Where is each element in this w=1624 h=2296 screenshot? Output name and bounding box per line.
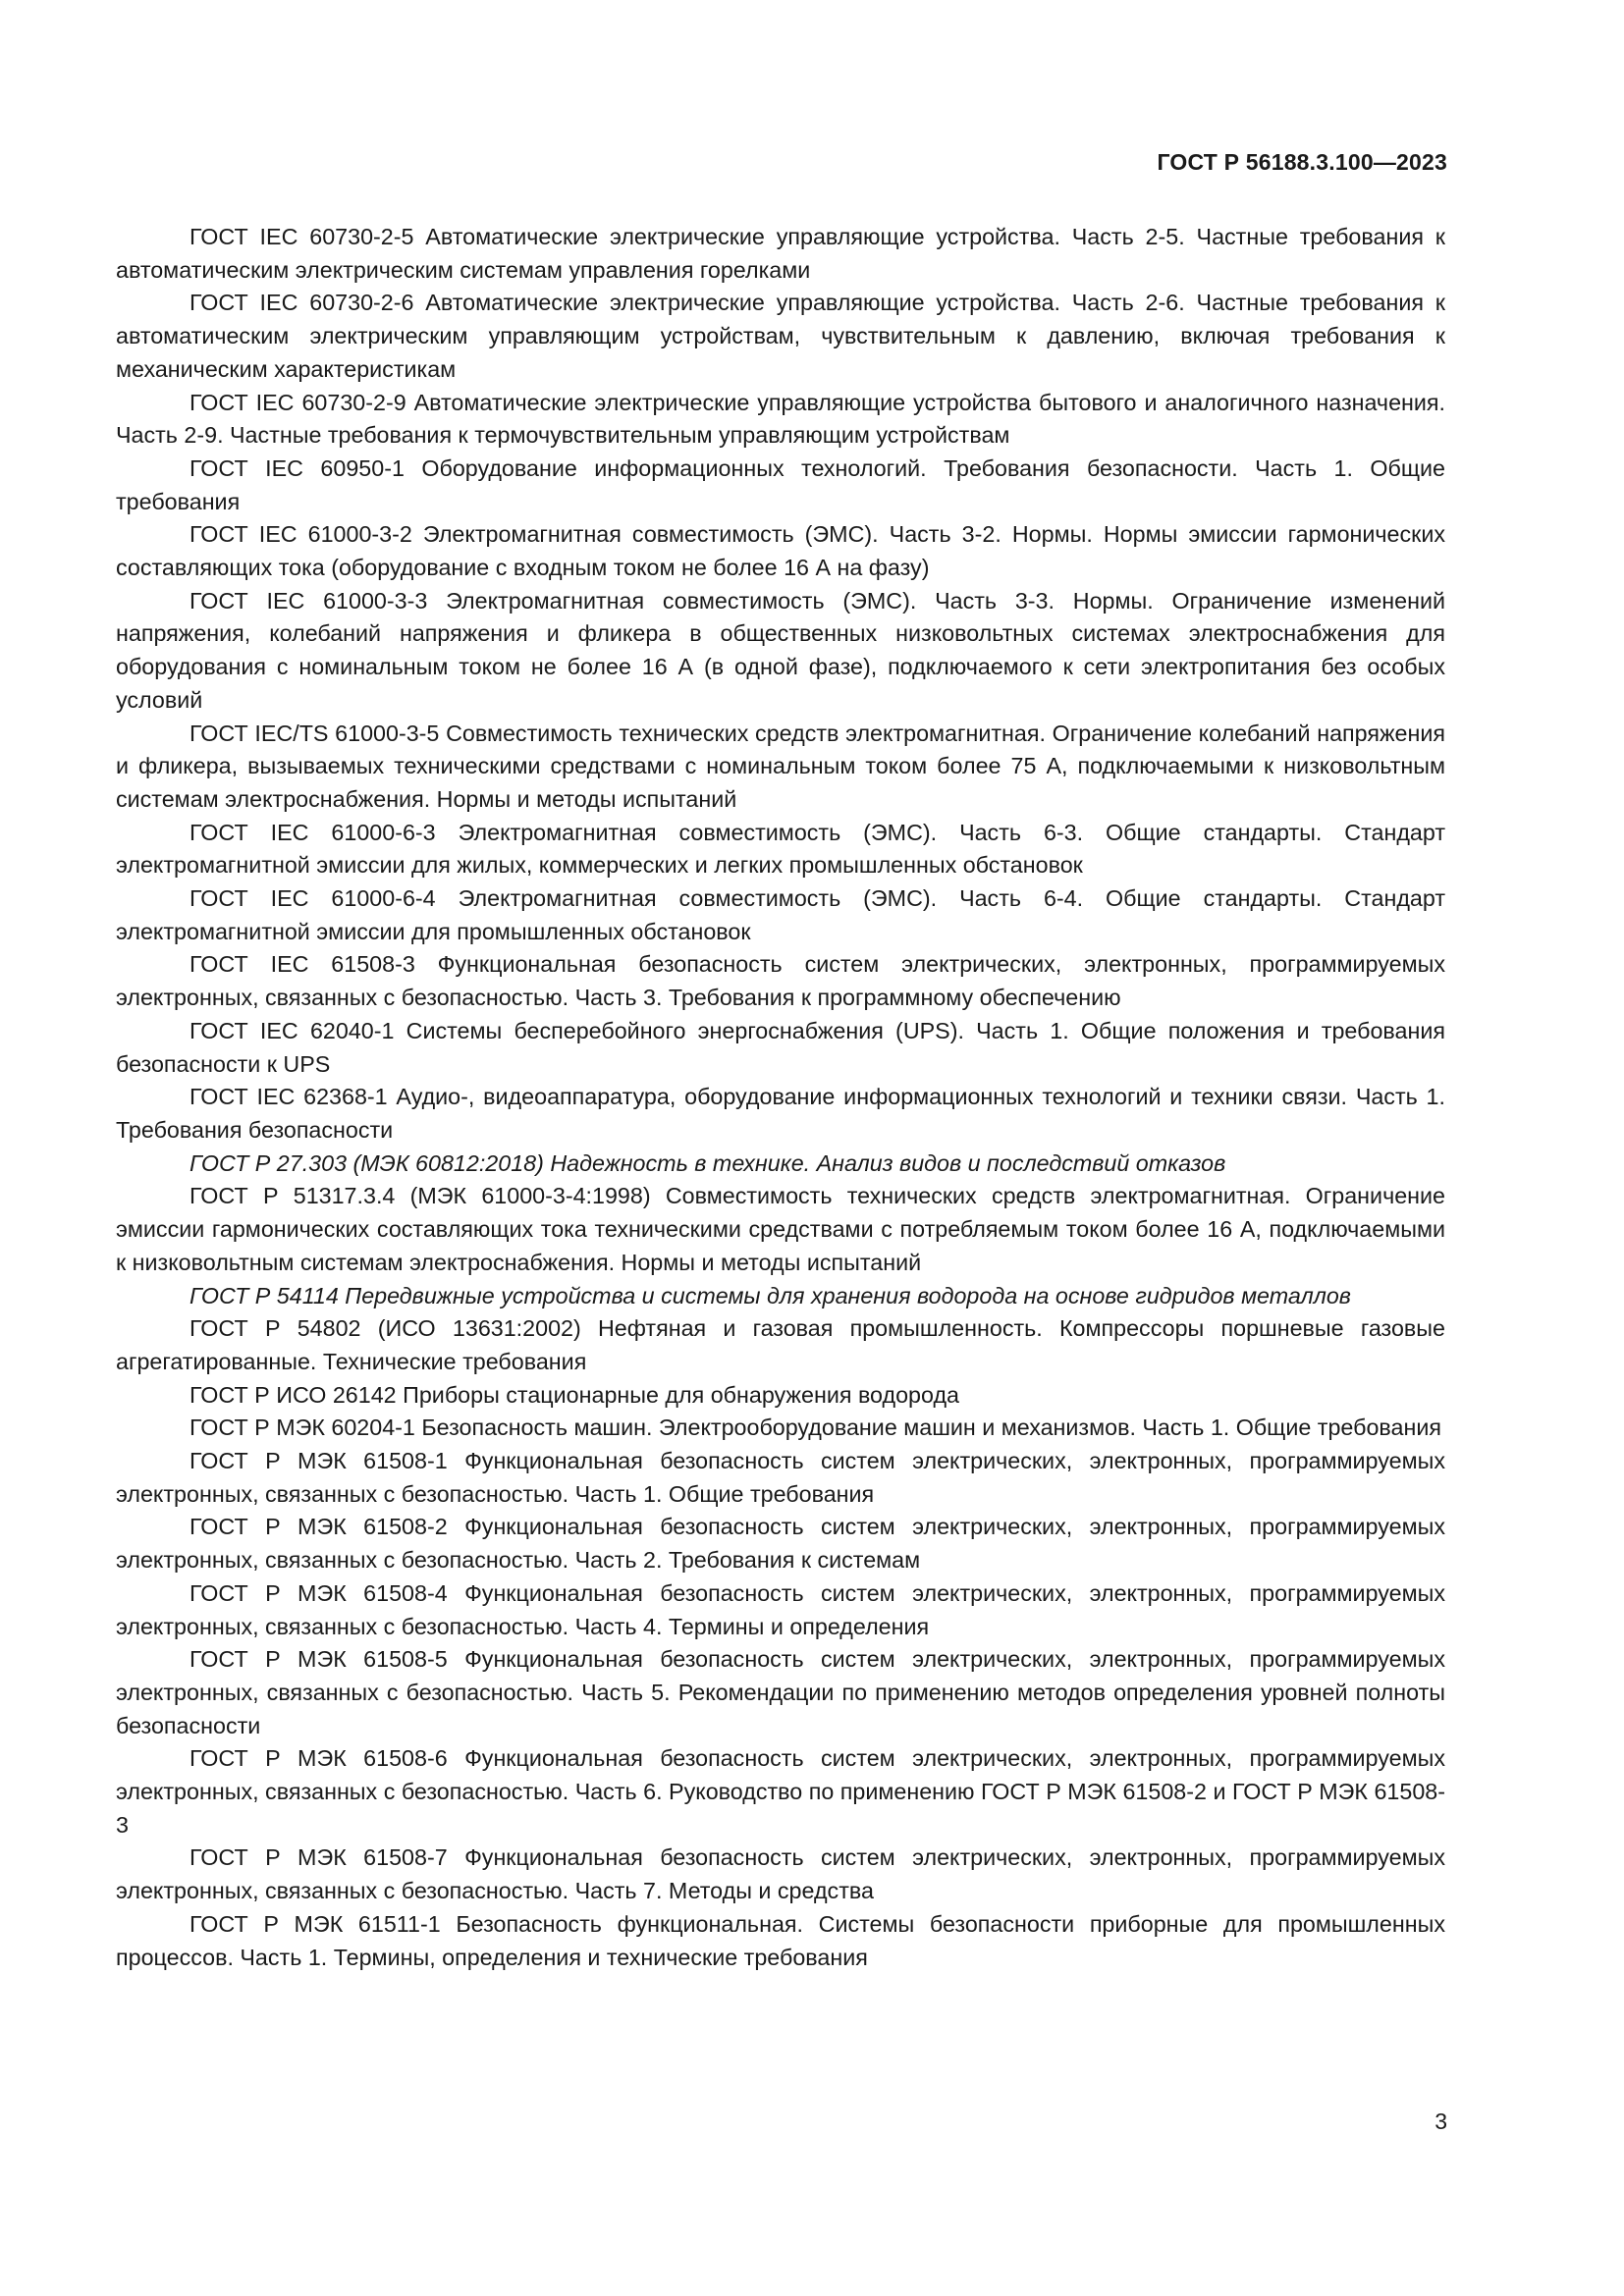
reference-item: ГОСТ Р МЭК 61508-6 Функциональная безопасность систем электрических, электронных, программируемых электронных, связанных с безопасностью. Часть 6. Руководство по применению ГОСТ Р МЭК 61508-2 и ГОСТ Р МЭК 61508-3 (116, 1745, 1445, 1838)
reference-item: ГОСТ Р МЭК 61508-5 Функциональная безопасность систем электрических, электронных, программируемых электронных, связанных с безопасностью. Часть 5. Рекомендации по применению методов определения уровней полноты безопасности (116, 1646, 1445, 1738)
reference-item: ГОСТ Р МЭК 61508-7 Функциональная безопасность систем электрических, электронных, программируемых электронных, связанных с безопасностью. Часть 7. Методы и средства (116, 1844, 1445, 1904)
reference-item: ГОСТ IEC 60730-2-5 Автоматические электрические управляющие устройства. Часть 2-5. Частные требования к автоматическим электрическим системам управления горелками (116, 224, 1445, 283)
reference-item: ГОСТ IEC 61508-3 Функциональная безопасность систем электрических, электронных, программируемых электронных, связанных с безопасностью. Часть 3. Требования к программному обеспечению (116, 951, 1445, 1011)
reference-item: ГОСТ Р 27.303 (МЭК 60812:2018) Надежность в технике. Анализ видов и последствий отказов (189, 1149, 1226, 1176)
reference-item: ГОСТ Р МЭК 60204-1 Безопасность машин. Электрооборудование машин и механизмов. Часть 1. Общие требования (189, 1415, 1441, 1441)
reference-item: ГОСТ IEC 61000-6-3 Электромагнитная совместимость (ЭМС). Часть 6-3. Общие стандарты. Стандарт электромагнитной эмиссии для жилых, коммерческих и легких промышленных обстановок (116, 819, 1445, 879)
reference-item: ГОСТ IEC 62040-1 Системы бесперебойного энергоснабжения (UPS). Часть 1. Общие положения и требования безопасности к UPS (116, 1017, 1445, 1077)
reference-item: ГОСТ Р МЭК 61508-1 Функциональная безопасность систем электрических, электронных, программируемых электронных, связанных с безопасностью. Часть 1. Общие требования (116, 1448, 1445, 1507)
reference-item: ГОСТ IEC 61000-3-2 Электромагнитная совместимость (ЭМС). Часть 3-2. Нормы. Нормы эмиссии гармонических составляющих тока (оборудование с входным током не более 16 А на фазу) (116, 521, 1445, 581)
reference-item: ГОСТ Р 54802 (ИСО 13631:2002) Нефтяная и газовая промышленность. Компрессоры поршневые газовые агрегатированные. Технические требования (116, 1315, 1445, 1374)
reference-item: ГОСТ Р МЭК 61508-4 Функциональная безопасность систем электрических, электронных, программируемых электронных, связанных с безопасностью. Часть 4. Термины и определения (116, 1579, 1445, 1639)
reference-item: ГОСТ IEC 60730-2-6 Автоматические электрические управляющие устройства. Часть 2-6. Частные требования к автоматическим электрическим управляющим устройствам, чувствительным к давлению, включая требования к механическим характеристикам (116, 290, 1445, 382)
reference-item: ГОСТ IEC/TS 61000-3-5 Совместимость технических средств электромагнитная. Ограничение колебаний напряжения и фликера, вызываемых техническими средствами с номинальным током более 75 А, подключаемыми к низковольтным системам электроснабжения. Нормы и методы испытаний (116, 720, 1445, 812)
reference-item: ГОСТ IEC 62368-1 Аудио-, видеоаппаратура, оборудование информационных технологий и техники связи. Часть 1. Требования безопасности (116, 1084, 1445, 1143)
reference-item: ГОСТ Р МЭК 61511-1 Безопасность функциональная. Системы безопасности приборные для промышленных процессов. Часть 1. Термины, определения и технические требования (116, 1910, 1445, 1970)
normative-references-list (116, 221, 1445, 1974)
reference-item: ГОСТ Р ИСО 26142 Приборы стационарные для обнаружения водорода (189, 1381, 960, 1408)
reference-item: ГОСТ Р МЭК 61508-2 Функциональная безопасность систем электрических, электронных, программируемых электронных, связанных с безопасностью. Часть 2. Требования к системам (116, 1514, 1445, 1574)
reference-item: ГОСТ IEC 60950-1 Оборудование информационных технологий. Требования безопасности. Часть 1. Общие требования (116, 454, 1445, 514)
document-header-standard-number: ГОСТ Р 56188.3.100—2023 (1157, 149, 1447, 175)
page-number: 3 (1435, 2109, 1447, 2134)
reference-item: ГОСТ Р 51317.3.4 (МЭК 61000-3-4:1998) Совместимость технических средств электромагнитная. Ограничение эмиссии гармонических составляющих тока техническими средствами с потребляемым током более 16 А, подключаемыми к низковольтным системам электроснабжения. Нормы и методы испытаний (116, 1183, 1445, 1275)
reference-item: ГОСТ Р 54114 Передвижные устройства и системы для хранения водорода на основе гидридов металлов (189, 1282, 1351, 1308)
reference-item: ГОСТ IEC 61000-3-3 Электромагнитная совместимость (ЭМС). Часть 3-3. Нормы. Ограничение изменений напряжения, колебаний напряжения и фликера в общественных низковольтных системах электроснабжения для оборудования с номинальным током не более 16 А (в одной фазе), подключаемого к сети электропитания без особых условий (116, 587, 1445, 713)
reference-item: ГОСТ IEC 60730-2-9 Автоматические электрические управляющие устройства бытового и аналогичного назначения. Часть 2-9. Частные требования к термочувствительным управляющим устройствам (116, 389, 1445, 449)
reference-item: ГОСТ IEC 61000-6-4 Электромагнитная совместимость (ЭМС). Часть 6-4. Общие стандарты. Стандарт электромагнитной эмиссии для промышленных обстановок (116, 885, 1445, 944)
